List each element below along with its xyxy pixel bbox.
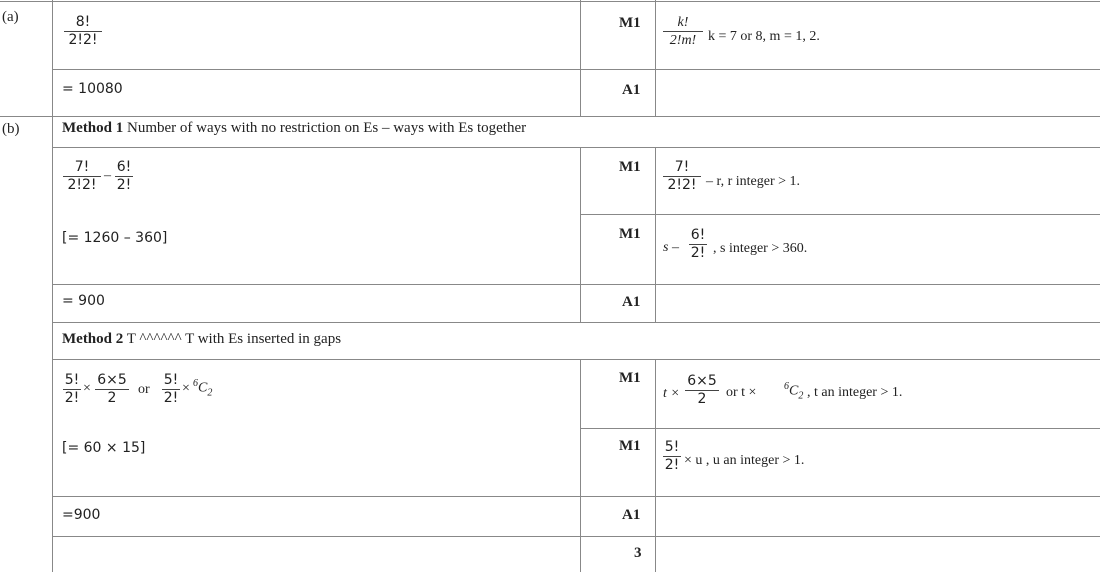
m2-fraction-1-num: 5! [64,372,80,388]
m1-result: = 900 [62,293,105,309]
m1-mark-3: A1 [622,294,641,310]
note3-text: , t an integer > 1. [807,385,903,400]
m1-calculation: [= 1260 – 360] [62,230,168,246]
m1-fraction-2-num: 6! [116,159,132,175]
method2-label: Method 2 [62,331,124,347]
m2-fraction-2-den: 2 [107,390,117,406]
a-note-denominator: 2!m! [669,33,697,48]
note3-comb-sup: 6 [784,381,789,392]
m1-fraction-2 [114,159,134,194]
note2-den: 2! [690,245,706,261]
part-b-label: (b) [2,121,20,137]
m1-fraction-1-num: 7! [74,159,90,175]
m1-mark-2: M1 [619,226,641,242]
m2-or: or [138,382,150,397]
m2-calculation: [= 60 × 15] [62,440,146,456]
note3-comb-letter: C [789,383,799,399]
a-note-numerator: k! [677,15,689,30]
note1-den: 2!2! [667,177,697,193]
m1-mark-1: M1 [619,159,641,175]
note3-den: 2 [697,391,707,407]
a-mark-m1: M1 [619,15,641,31]
a-note-text: k = 7 or 8, m = 1, 2. [708,29,820,44]
m2-fraction-2-num: 6×5 [97,372,127,388]
m2-fraction-2 [94,372,130,407]
m2-comb-sub: 2 [207,387,213,399]
m1-fraction-2-den: 2! [116,177,132,193]
note1-num: 7! [674,159,690,175]
note3-prefix: t × [663,386,680,401]
m2-fraction-3 [161,372,181,407]
m1-minus: – [104,168,111,183]
note4-den: 2! [664,457,680,473]
a-note-fraction [662,14,704,49]
note4-text: × u , u an integer > 1. [684,453,805,468]
m2-result: =900 [62,507,101,523]
note2-fraction [688,227,708,262]
m2-times-2: × [182,381,190,396]
m2-mark-3: A1 [622,507,641,523]
note4-fraction [662,439,682,474]
part-a-label: (a) [2,9,19,25]
m2-combination [193,378,212,398]
m2-fraction-1 [62,372,82,407]
note1-text: – r, r integer > 1. [706,174,801,189]
m1-fraction-1-den: 2!2! [67,177,97,193]
note3-mid: or t × [726,385,757,400]
m2-mark-2: M1 [619,438,641,454]
a-mark-a1: A1 [622,82,641,98]
m2-times-1: × [83,381,91,396]
a-fraction [62,14,104,49]
note4-num: 5! [664,439,680,455]
m2-fraction-1-den: 2! [64,390,80,406]
a-result: = 10080 [62,81,123,97]
method2-description: T ^^^^^^ T with Es inserted in gaps [126,331,342,347]
method1-label: Method 1 [62,120,124,136]
note3-comb-sub: 2 [798,390,804,402]
note2-prefix: s – [663,240,679,255]
m2-fraction-3-den: 2! [163,390,179,406]
method2-heading [62,331,341,348]
m2-comb-sup: 6 [193,378,198,389]
method1-heading [62,120,526,137]
m2-fraction-3-num: 5! [163,372,179,388]
total-marks: 3 [634,545,642,561]
note3-num: 6×5 [687,373,717,389]
note2-num: 6! [690,227,706,243]
m1-fraction-1 [62,159,102,194]
note1-fraction [662,159,702,194]
m2-comb-letter: C [198,380,208,396]
method1-description: Number of ways with no restriction on Es – ways with Es together [127,120,527,136]
a-fraction-denominator: 2!2! [68,32,98,48]
note3-combination [784,381,803,401]
note2-text: , s integer > 360. [713,241,808,256]
a-fraction-numerator: 8! [75,14,91,30]
note3-fraction [684,373,720,408]
m2-mark-1: M1 [619,370,641,386]
